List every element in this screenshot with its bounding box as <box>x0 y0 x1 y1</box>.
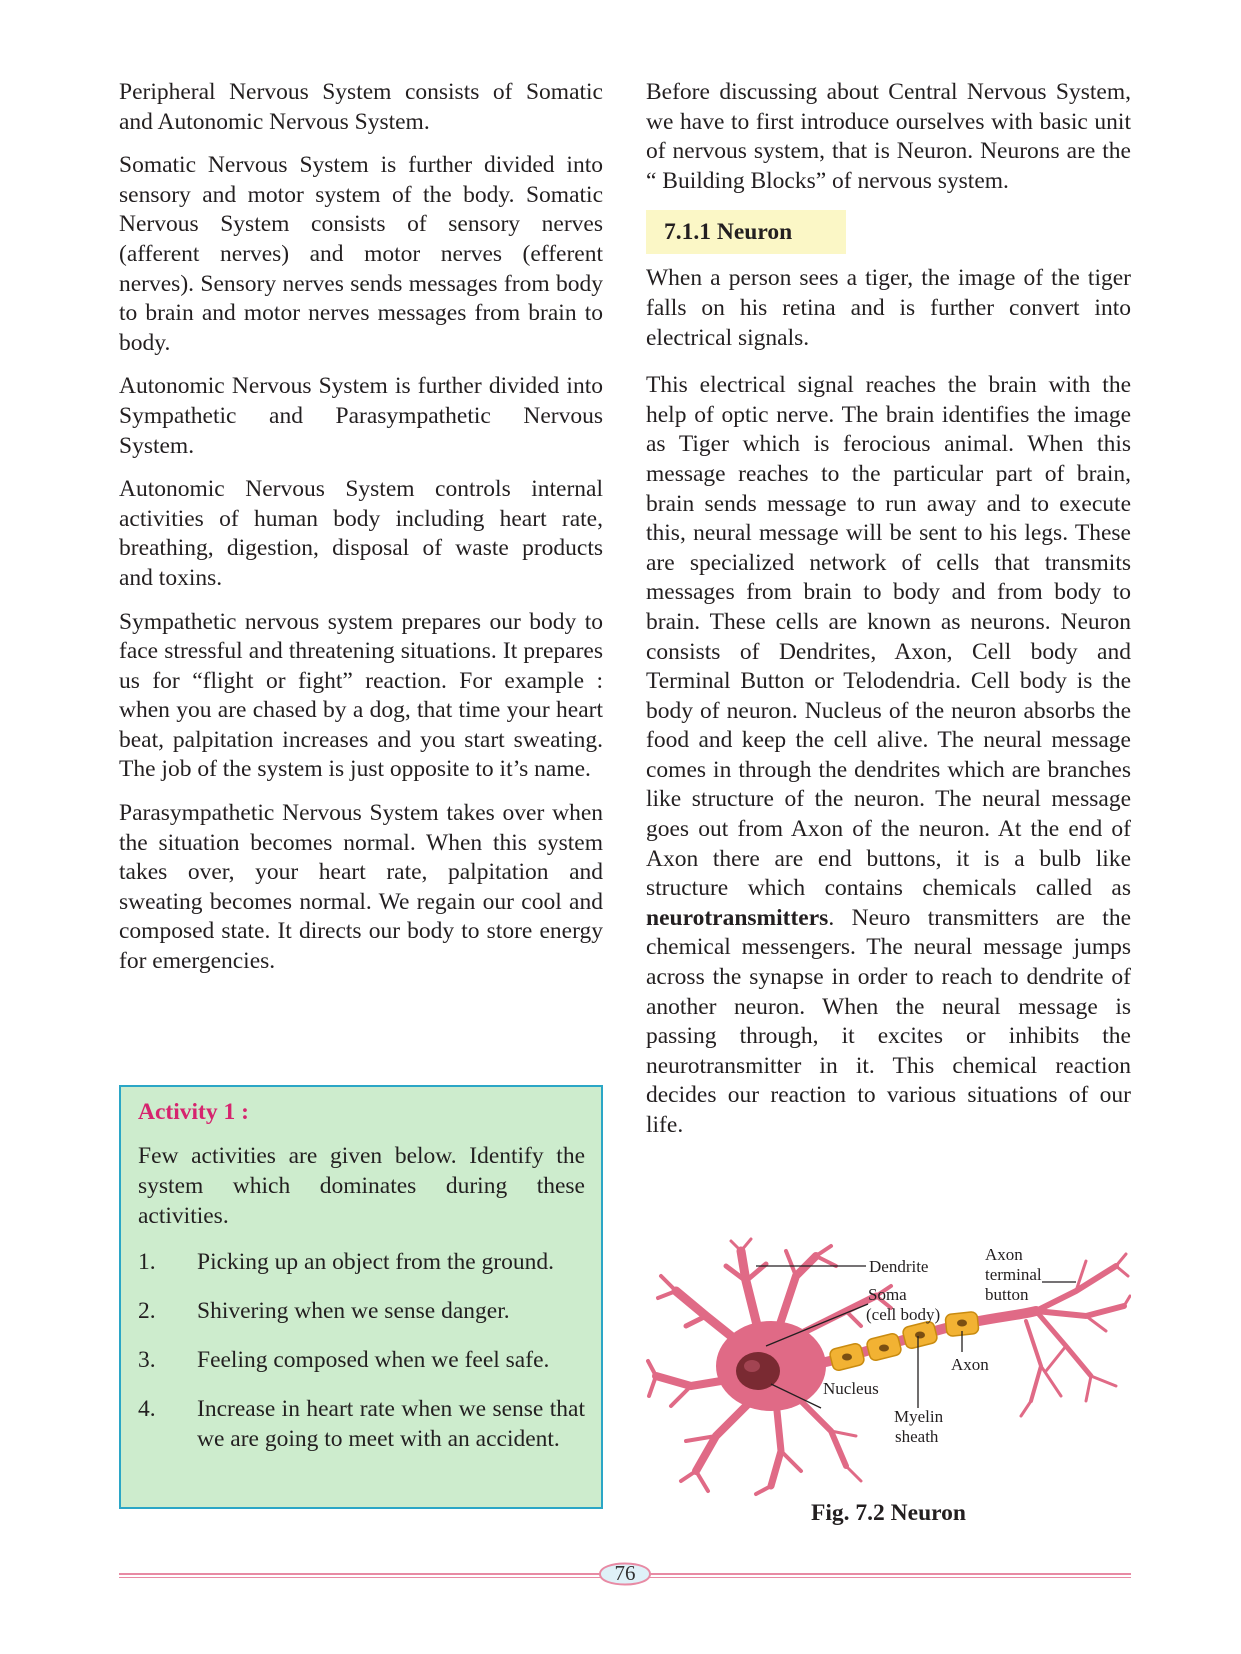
label-cell-body: (cell body) <box>866 1305 941 1324</box>
section-heading: 7.1.1 Neuron <box>646 210 846 254</box>
intro-paragraph: Before discussing about Central Nervous System, we have to first introduce ourselves with basic unit of nervous system, that is Neuron. Neurons are the “ Building Blocks” of nervous system. <box>646 79 1131 194</box>
nucleus <box>736 1352 780 1390</box>
activity-list <box>138 1247 585 1454</box>
list-item <box>138 1394 585 1454</box>
item-number: 2. <box>138 1298 156 1324</box>
bold-term: neurotransmitters <box>646 904 829 931</box>
label-axon-terminal: Axon <box>985 1245 1023 1264</box>
paragraph-text: . Neuro transmitters are the chemical messengers. The neural message jumps across the synapse in order to reach to dendrite of another neuron. When the neural message is passing through, it excites or inhibits the neurotransmitter in it. This chemical reaction decides our reaction to various situations of our life. <box>646 904 1131 1138</box>
item-number: 1. <box>138 1249 156 1275</box>
neuron-diagram <box>646 1236 1131 1498</box>
paragraph: Autonomic Nervous System is further divided into Sympathetic and Parasympathetic Nervous System. <box>119 373 603 459</box>
activity-title: Activity 1 : <box>138 1099 249 1125</box>
item-text: Increase in heart rate when we sense that we are going to meet with an accident. <box>197 1396 585 1452</box>
page-number: 76 <box>614 1561 636 1585</box>
item-text: Feeling composed when we feel safe. <box>197 1347 550 1373</box>
label-soma: Soma <box>868 1285 907 1304</box>
paragraph: Peripheral Nervous System consists of Somatic and Autonomic Nervous System. <box>119 79 603 135</box>
right-column <box>646 78 1131 1155</box>
paragraph <box>646 371 1131 1140</box>
paragraph: Parasympathetic Nervous System takes over when the situation becomes normal. When this system takes over, your heart rate, palpitation and sweating becomes normal. We regain our cool and composed state. It directs our body to store energy for emergencies. <box>119 800 603 975</box>
item-text: Shivering when we sense danger. <box>197 1298 510 1324</box>
list-item <box>138 1247 585 1277</box>
item-number: 3. <box>138 1347 156 1373</box>
label-myelin: sheath <box>895 1427 939 1446</box>
paragraph: Sympathetic nervous system prepares our body to face stressful and threatening situations. It prepares us for “flight or fight” reaction. For example : when you are chased by a dog, that time your heart beat, palpitation increases and you start sweating. The job of the system is just opposite to it’s name. <box>119 608 603 783</box>
paragraph: Autonomic Nervous System controls internal activities of human body including heart rate, breathing, digestion, disposal of waste products and toxins. <box>119 476 603 591</box>
activity-box <box>119 1085 603 1509</box>
label-nucleus: Nucleus <box>823 1379 879 1398</box>
list-item <box>138 1296 585 1326</box>
label-dendrite: Dendrite <box>869 1257 929 1276</box>
neuron-figure <box>646 1236 1131 1506</box>
label-myelin: Myelin <box>894 1407 944 1426</box>
nucleus-highlight <box>744 1360 760 1372</box>
label-axon: Axon <box>951 1355 989 1374</box>
paragraph: Somatic Nervous System is further divided into sensory and motor system of the body. Somatic Nervous System consists of sensory nerves (afferent nerves) and motor nerves (efferent nerves). Sensory nerves sends messages from body to brain and motor nerves messages from brain to body. <box>119 152 603 356</box>
paragraph-text: This electrical signal reaches the brain with the help of optic nerve. The brain identifies the image as Tiger which is ferocious animal. When this message reaches to the particular part of brain, brain sends message to run away and to execute this, neural message will be sent to his legs. These are specialized network of cells that transmits messages from brain to body and from body to brain. These cells are known as neurons. Neuron consists of Dendrites, Axon, Cell body and Terminal Button or Telodendria. Cell body is the body of neuron. Nucleus of the neuron absorbs the food and keep the cell alive. The neural message comes in through the dendrites which are branches like structure of the neuron. The neural message goes out from Axon of the neuron. At the end of Axon there are end buttons, it is a bulb like structure which contains chemicals called as <box>646 372 1131 902</box>
item-number: 4. <box>138 1396 156 1422</box>
list-item <box>138 1345 585 1375</box>
left-column <box>119 78 603 991</box>
label-axon-terminal: button <box>985 1285 1029 1304</box>
label-axon-terminal: terminal <box>985 1265 1042 1284</box>
paragraph: When a person sees a tiger, the image of the tiger falls on his retina and is further convert into electrical signals. <box>646 265 1131 351</box>
item-text: Picking up an object from the ground. <box>197 1249 554 1275</box>
figure-caption: Fig. 7.2 Neuron <box>811 1500 966 1526</box>
page-footer <box>119 1555 1131 1595</box>
activity-text: Few activities are given below. Identify the system which dominates during these activities. <box>138 1143 585 1229</box>
